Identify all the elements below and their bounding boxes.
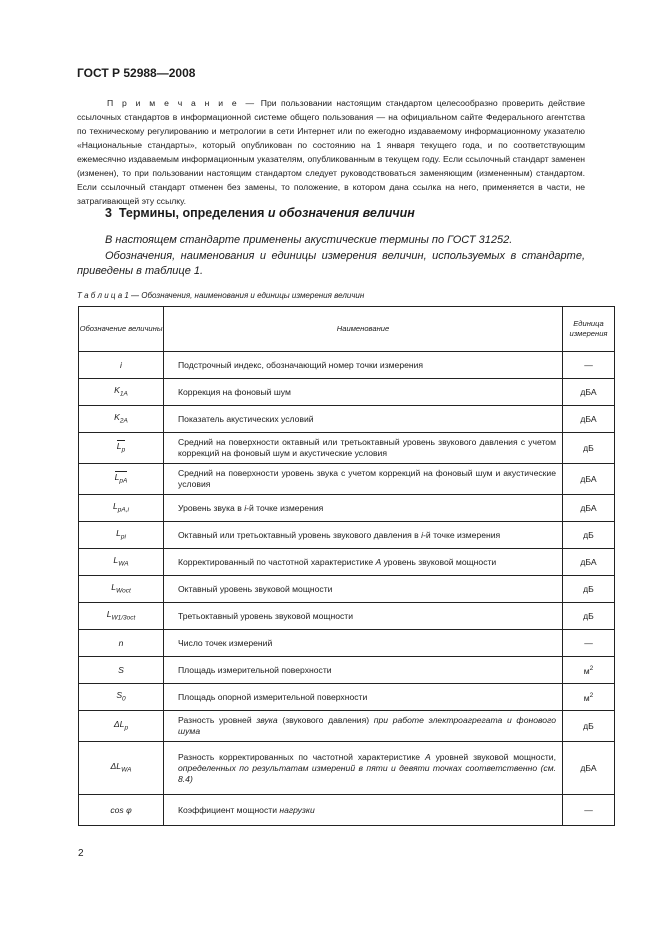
quantity-name: Площадь измерительной поверхности [164,657,563,684]
table-row [79,549,615,576]
table-row [79,495,615,522]
quantity-symbol: $L_{pi}$ [79,522,164,549]
quantity-name: Третьоктавный уровень звуковой мощности [164,603,563,630]
quantity-unit: дБА [563,495,615,522]
quantity-name: Коэффициент мощности нагрузки [164,795,563,826]
table-row [79,603,615,630]
header-symbol: Обозначение величины [79,307,164,352]
header-unit: Единица измерения [563,307,615,352]
quantity-unit: — [563,352,615,379]
table-row [79,711,615,742]
quantity-symbol: cos φ [79,795,164,826]
quantity-unit: дБА [563,379,615,406]
section-intro [77,233,585,280]
section-title-italic: и обозначения величин [267,206,415,220]
quantity-unit: дБ [563,711,615,742]
table-row [79,795,615,826]
note-paragraph [77,96,585,208]
quantity-symbol: n [79,630,164,657]
quantity-unit: дБА [563,406,615,433]
intro-paragraph-1: В настоящем стандарте применены акустические термины по ГОСТ 31252. [105,234,513,246]
quantity-unit: дБ [563,576,615,603]
quantity-name: Число точек измерений [164,630,563,657]
table-row [79,352,615,379]
table-row [79,464,615,495]
note-text: При пользовании настоящим стандартом целесообразно проверить действие ссылочных стандартов в информационной системе общего пользования — на официальном сайте Федерального агентства по техническому регулированию и метрологии в сети Интернет или по ежегодно издаваемому информационному указателю «Национальные стандарты», который опубликован по состоянию на 1 января текущего года, и по соответствующим ежемесячно издаваемым информационным указателям, опубликованным в текущем году. Если ссылочный стандарт заменен (изменен), то при пользовании настоящим стандартом следует руководствоваться заменяющим (измененным) стандартом. Если ссылочный стандарт отменен без замены, то положение, в котором дана ссылка на него, применяется в части, не затрагивающей эту ссылку. [77,98,586,206]
table-row [79,522,615,549]
note-lead: П р и м е ч а н и е — [107,98,257,108]
table-row [79,630,615,657]
quantity-unit: дБА [563,464,615,495]
quantity-symbol: S [79,657,164,684]
quantity-symbol: $L_p$ [79,433,164,464]
section-title: Термины, определения [118,206,265,220]
section-heading [105,206,415,220]
quantity-symbol: $K_{2A}$ [79,406,164,433]
table-row [79,433,615,464]
table-caption: Т а б л и ц а 1 — Обозначения, наименования и единицы измерения величин [77,291,365,300]
table-row [79,379,615,406]
quantity-symbol: $L_{W1/3oct}$ [79,603,164,630]
page-number: 2 [78,848,84,859]
table-row [79,576,615,603]
quantities-table [78,306,615,826]
quantity-name: Октавный уровень звуковой мощности [164,576,563,603]
quantity-name: Средний на поверхности уровень звука с учетом коррекций на фоновый шум и акустические условия [164,464,563,495]
quantity-symbol: $L_{pA,i}$ [79,495,164,522]
quantity-unit: — [563,795,615,826]
quantity-symbol: $\Delta L_p$ [79,711,164,742]
table-row [79,684,615,711]
quantity-name: Показатель акустических условий [164,406,563,433]
table-row [79,406,615,433]
quantity-name: Средний на поверхности октавный или третьоктавный уровень звукового давления с учетом коррекций на фоновый шум и акустические условия [164,433,563,464]
quantity-unit: дБА [563,549,615,576]
header-name: Наименование [164,307,563,352]
quantity-unit: дБ [563,522,615,549]
quantity-symbol: $L_{Woct}$ [79,576,164,603]
document-header: ГОСТ Р 52988—2008 [77,66,196,80]
quantity-symbol: $L_{WA}$ [79,549,164,576]
quantity-symbol: i [79,352,164,379]
quantity-name: Подстрочный индекс, обозначающий номер точки измерения [164,352,563,379]
quantity-name: Разность уровней звука (звукового давления) при работе электроагрегата и фонового шума [164,711,563,742]
quantity-unit: $м^2$ [563,657,615,684]
quantity-unit: — [563,630,615,657]
quantity-name: Уровень звука в i-й точке измерения [164,495,563,522]
quantity-name: Площадь опорной измерительной поверхности [164,684,563,711]
table-row [79,742,615,795]
quantity-unit: дБ [563,603,615,630]
quantity-name: Коррекция на фоновый шум [164,379,563,406]
section-number: 3 [105,206,112,220]
quantity-name: Октавный или третьоктавный уровень звукового давления в i-й точке измерения [164,522,563,549]
quantity-unit: $м^2$ [563,684,615,711]
quantity-symbol: $K_{1A}$ [79,379,164,406]
quantity-symbol: $L_{pA}$ [79,464,164,495]
table-row [79,657,615,684]
quantity-symbol: $S_0$ [79,684,164,711]
quantity-symbol: $\Delta L_{WA}$ [79,742,164,795]
quantity-name: Разность корректированных по частотной характеристике А уровней звуковой мощности, определенных по результатам измерений в пяти и девяти точках соответственно (см. 8.4) [164,742,563,795]
quantity-unit: дБ [563,433,615,464]
quantity-name: Корректированный по частотной характеристике A уровень звуковой мощности [164,549,563,576]
intro-paragraph-2: Обозначения, наименования и единицы измерения величин, используемых в стандарте, приведены в таблице 1. [77,249,585,277]
quantity-unit: дБА [563,742,615,795]
